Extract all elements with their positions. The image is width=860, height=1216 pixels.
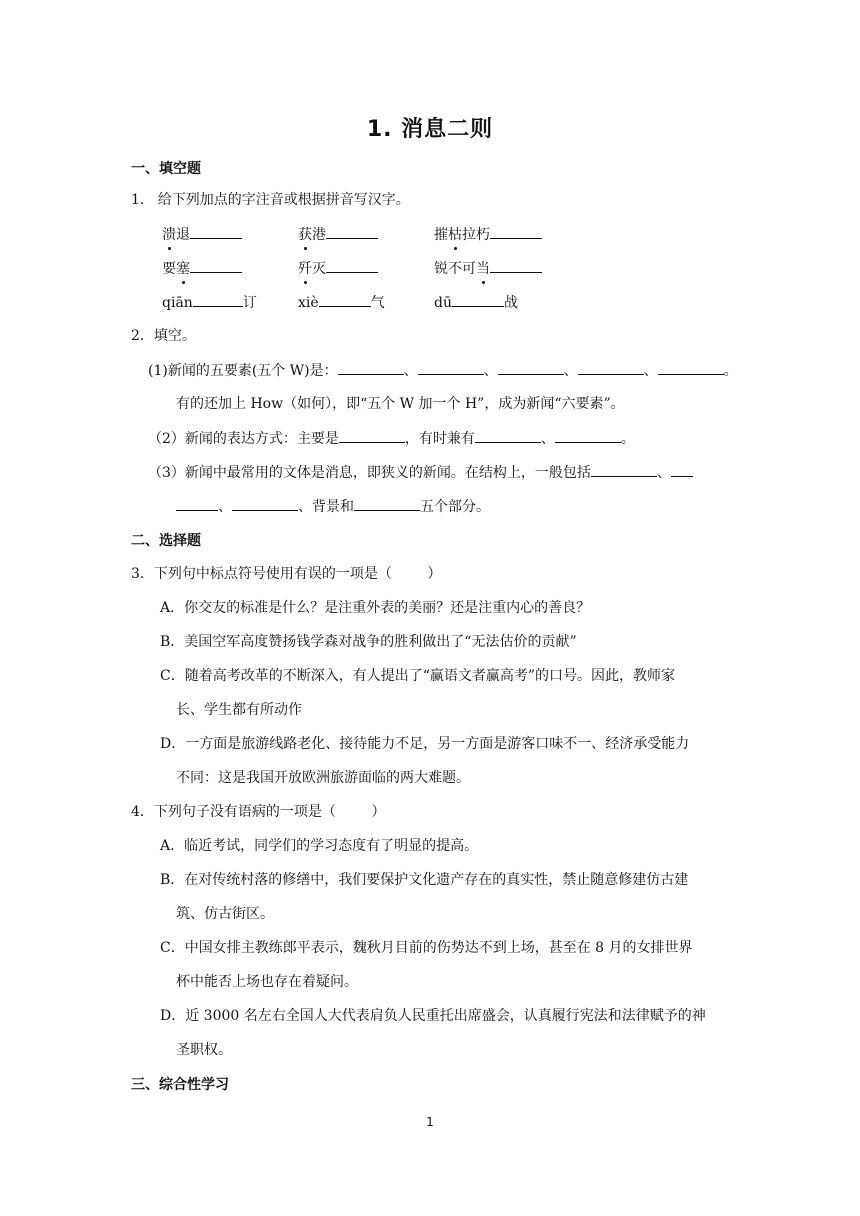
dotted-char: 获: [298, 227, 312, 243]
q1-item: 要塞: [162, 258, 242, 279]
q3-option-c-cont: 长、学生都有所动作: [176, 702, 302, 718]
section-heading-comprehensive: 三、综合性学习: [131, 1077, 229, 1093]
dotted-char: 溃: [162, 227, 176, 243]
answer-blank[interactable]: [326, 258, 378, 273]
q3-option-c: C．随着高考改革的不断深入，有人提出了“赢语文者赢高考”的口号。因此，教师家: [160, 668, 676, 684]
answer-blank[interactable]: [671, 462, 693, 477]
answer-blank[interactable]: [232, 496, 298, 511]
q1-pinyin-item: qiān 订: [162, 292, 257, 313]
q1-item: 歼灭: [298, 258, 378, 279]
answer-blank[interactable]: [475, 428, 541, 443]
q3-option-d: D．一方面是旅游线路老化、接待能力不足，另一方面是游客口味不一、经济承受能力: [160, 736, 690, 752]
question-4-stem: 4．下列句子没有语病的一项是（ ）: [131, 804, 386, 820]
page-number: 1: [426, 1115, 434, 1129]
q1-item: 获港: [298, 224, 378, 245]
answer-blank[interactable]: [338, 360, 404, 375]
q1-pinyin-item: xiè 气: [298, 292, 385, 313]
dotted-char: 当: [476, 261, 490, 277]
q4-option-a: A．临近考试，同学们的学习态度有了明显的提高。: [160, 838, 479, 854]
q4-option-d: D．近 3000 名左右全国人大代表肩负人民重托出席盛会，认真履行宪法和法律赋予的神: [160, 1008, 706, 1024]
answer-blank[interactable]: [658, 360, 724, 375]
answer-blank[interactable]: [176, 496, 218, 511]
dotted-char: 塞: [176, 261, 190, 277]
answer-blank[interactable]: [339, 428, 405, 443]
answer-blank[interactable]: [490, 224, 542, 239]
answer-blank[interactable]: [452, 292, 504, 307]
q4-option-c: C．中国女排主教练郎平表示，魏秋月目前的伤势达不到上场，甚至在 8 月的女排世界: [160, 940, 693, 956]
question-3-stem: 3．下列句中标点符号使用有误的一项是（ ）: [131, 566, 442, 582]
q2-part-3: （3）新闻中最常用的文体是消息，即狭义的新闻。在结构上，一般包括 、: [148, 462, 693, 483]
q4-option-b-cont: 筑、仿古街区。: [176, 906, 274, 922]
dotted-char: 歼: [298, 261, 312, 277]
answer-blank[interactable]: [418, 360, 484, 375]
section-heading-fill-in: 一、填空题: [131, 161, 201, 177]
dotted-char: 枯: [448, 227, 462, 243]
answer-blank[interactable]: [326, 224, 378, 239]
section-heading-choice: 二、选择题: [131, 533, 201, 549]
q1-pinyin-item: dū 战: [434, 292, 518, 313]
q4-option-d-cont: 圣职权。: [176, 1042, 232, 1058]
answer-blank[interactable]: [354, 496, 420, 511]
answer-blank[interactable]: [498, 360, 564, 375]
answer-blank[interactable]: [578, 360, 644, 375]
q2-part-1-cont: 有的还加上 How（如何），即“五个 W 加一个 H”，成为新闻“六要素”。: [176, 396, 625, 412]
q3-option-b: B．美国空军高度赞扬钱学森对战争的胜利做出了“无法估价的贡献”: [160, 634, 577, 650]
q4-option-c-cont: 杯中能否上场也存在着疑问。: [176, 974, 358, 990]
q1-item: 锐不可当: [434, 258, 542, 279]
answer-blank[interactable]: [555, 428, 621, 443]
answer-blank[interactable]: [190, 224, 242, 239]
answer-blank[interactable]: [490, 258, 542, 273]
page-title: 1. 消息二则: [366, 117, 494, 142]
q2-part-2: （2）新闻的表达方式：主要是 ，有时兼有 、 。: [148, 428, 635, 449]
answer-blank[interactable]: [319, 292, 371, 307]
question-2-stem: 2．填空。: [131, 328, 196, 344]
q2-part-1: (1)新闻的五要素(五个 W)是： 、 、 、 、 。: [148, 360, 738, 381]
q1-item: 摧枯拉朽: [434, 224, 542, 245]
answer-blank[interactable]: [190, 258, 242, 273]
q3-option-a: A．你交友的标准是什么？是注重外表的美丽？还是注重内心的善良？: [160, 600, 591, 616]
answer-blank[interactable]: [591, 462, 657, 477]
q1-item: 溃退: [162, 224, 242, 245]
q4-option-b: B．在对传统村落的修缮中，我们要保护文化遗产存在的真实性，禁止随意修建仿古建: [160, 872, 689, 888]
q3-option-d-cont: 不同：这是我国开放欧洲旅游面临的两大难题。: [176, 770, 470, 786]
q2-part-3-cont: 、 、背景和 五个部分。: [176, 496, 490, 517]
question-1-stem: 1. 给下列加点的字注音或根据拼音写汉字。: [131, 192, 410, 208]
answer-blank[interactable]: [193, 292, 243, 307]
